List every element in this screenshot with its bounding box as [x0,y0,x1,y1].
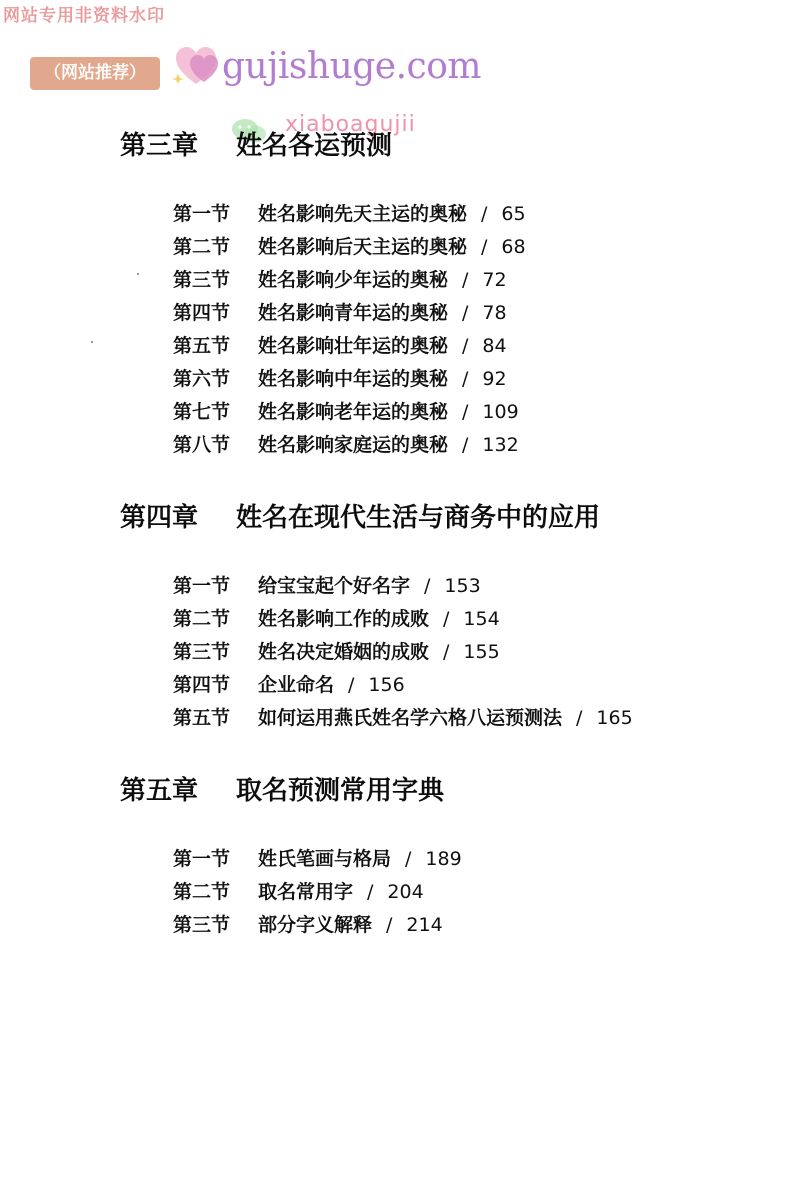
page-number: 155 [463,641,500,663]
page-number: 156 [368,674,405,696]
section-title: 企业命名 [258,674,335,696]
separator: / [443,608,450,630]
separator: / [386,914,393,936]
page-number: 153 [444,575,481,597]
page-number: 84 [482,335,507,357]
section-number: 第四节 [173,674,231,696]
section-number: 第一节 [173,575,231,597]
page-number: 214 [406,914,443,936]
page-number: 109 [482,401,519,423]
separator: / [348,674,355,696]
chapter-heading [120,497,600,537]
chapter-number: 第四章 [120,503,199,533]
chapter-heading [120,770,444,810]
chapter-title: 姓名各运预测 [236,131,393,161]
separator: / [481,236,488,258]
toc-entry[interactable] [173,637,500,667]
toc-entry[interactable] [173,571,481,601]
page-number: 165 [596,707,633,729]
toc-entry[interactable] [173,604,500,634]
watermark-top-text: 网站专用非资料水印 [3,6,165,26]
page-number: 189 [425,848,462,870]
section-number: 第四节 [173,302,231,324]
section-title: 如何运用燕氏姓名学六格八运预测法 [258,707,563,729]
section-title: 姓名影响家庭运的奥秘 [258,434,449,456]
separator: / [462,269,469,291]
toc-entry[interactable] [173,397,519,427]
section-title: 部分字义解释 [258,914,373,936]
page-number: 204 [387,881,424,903]
section-number: 第二节 [173,881,231,903]
toc-entry[interactable] [173,364,507,394]
separator: / [424,575,431,597]
section-title: 姓名影响后天主运的奥秘 [258,236,468,258]
section-number: 第八节 [173,434,231,456]
separator: / [443,641,450,663]
chapter-number: 第五章 [120,776,199,806]
section-number: 第七节 [173,401,231,423]
separator: / [462,335,469,357]
section-title: 取名常用字 [258,881,354,903]
chapter-title: 取名预测常用字典 [236,776,445,806]
toc-entry[interactable] [173,844,462,874]
watermark-badge: （网站推荐） [30,57,160,90]
separator: / [462,401,469,423]
section-number: 第三节 [173,641,231,663]
page-number: 78 [482,302,507,324]
separator: / [462,434,469,456]
toc-entry[interactable] [173,265,507,295]
page-number: 72 [482,269,507,291]
page-number: 92 [482,368,507,390]
section-number: 第五节 [173,335,231,357]
chapter-number: 第三章 [120,131,199,161]
section-number: 第一节 [173,848,231,870]
section-title: 姓名影响老年运的奥秘 [258,401,449,423]
page-number: 68 [501,236,526,258]
watermark-pinyin: xiaboagujii [285,112,416,137]
page-number: 132 [482,434,519,456]
section-number: 第二节 [173,236,231,258]
page-number: 154 [463,608,500,630]
separator: / [367,881,374,903]
chapter-heading [120,125,392,165]
toc-entry[interactable] [173,703,633,733]
separator: / [462,368,469,390]
section-title: 姓名影响壮年运的奥秘 [258,335,449,357]
separator: / [481,203,488,225]
section-number: 第一节 [173,203,231,225]
separator: / [462,302,469,324]
toc-entry[interactable] [173,877,424,907]
section-number: 第二节 [173,608,231,630]
scan-speck [91,341,93,343]
section-title: 姓氏笔画与格局 [258,848,392,870]
section-title: 姓名影响少年运的奥秘 [258,269,449,291]
page-number: 65 [501,203,526,225]
section-title: 姓名决定婚姻的成败 [258,641,430,663]
section-number: 第五节 [173,707,231,729]
section-number: 第六节 [173,368,231,390]
separator: / [405,848,412,870]
section-title: 姓名影响青年运的奥秘 [258,302,449,324]
heart-icon [172,44,222,88]
toc-entry[interactable] [173,199,526,229]
toc-entry[interactable] [173,331,507,361]
toc-entry[interactable] [173,430,519,460]
toc-entry[interactable] [173,910,443,940]
scan-speck [137,273,139,275]
toc-entry[interactable] [173,670,405,700]
section-title: 姓名影响工作的成败 [258,608,430,630]
section-title: 给宝宝起个好名字 [258,575,411,597]
section-number: 第三节 [173,914,231,936]
section-title: 姓名影响中年运的奥秘 [258,368,449,390]
toc-entry[interactable] [173,232,526,262]
separator: / [576,707,583,729]
section-number: 第三节 [173,269,231,291]
toc-entry[interactable] [173,298,507,328]
section-title: 姓名影响先天主运的奥秘 [258,203,468,225]
watermark-site: gujishuge.com [222,46,482,87]
chapter-title: 姓名在现代生活与商务中的应用 [236,503,601,533]
